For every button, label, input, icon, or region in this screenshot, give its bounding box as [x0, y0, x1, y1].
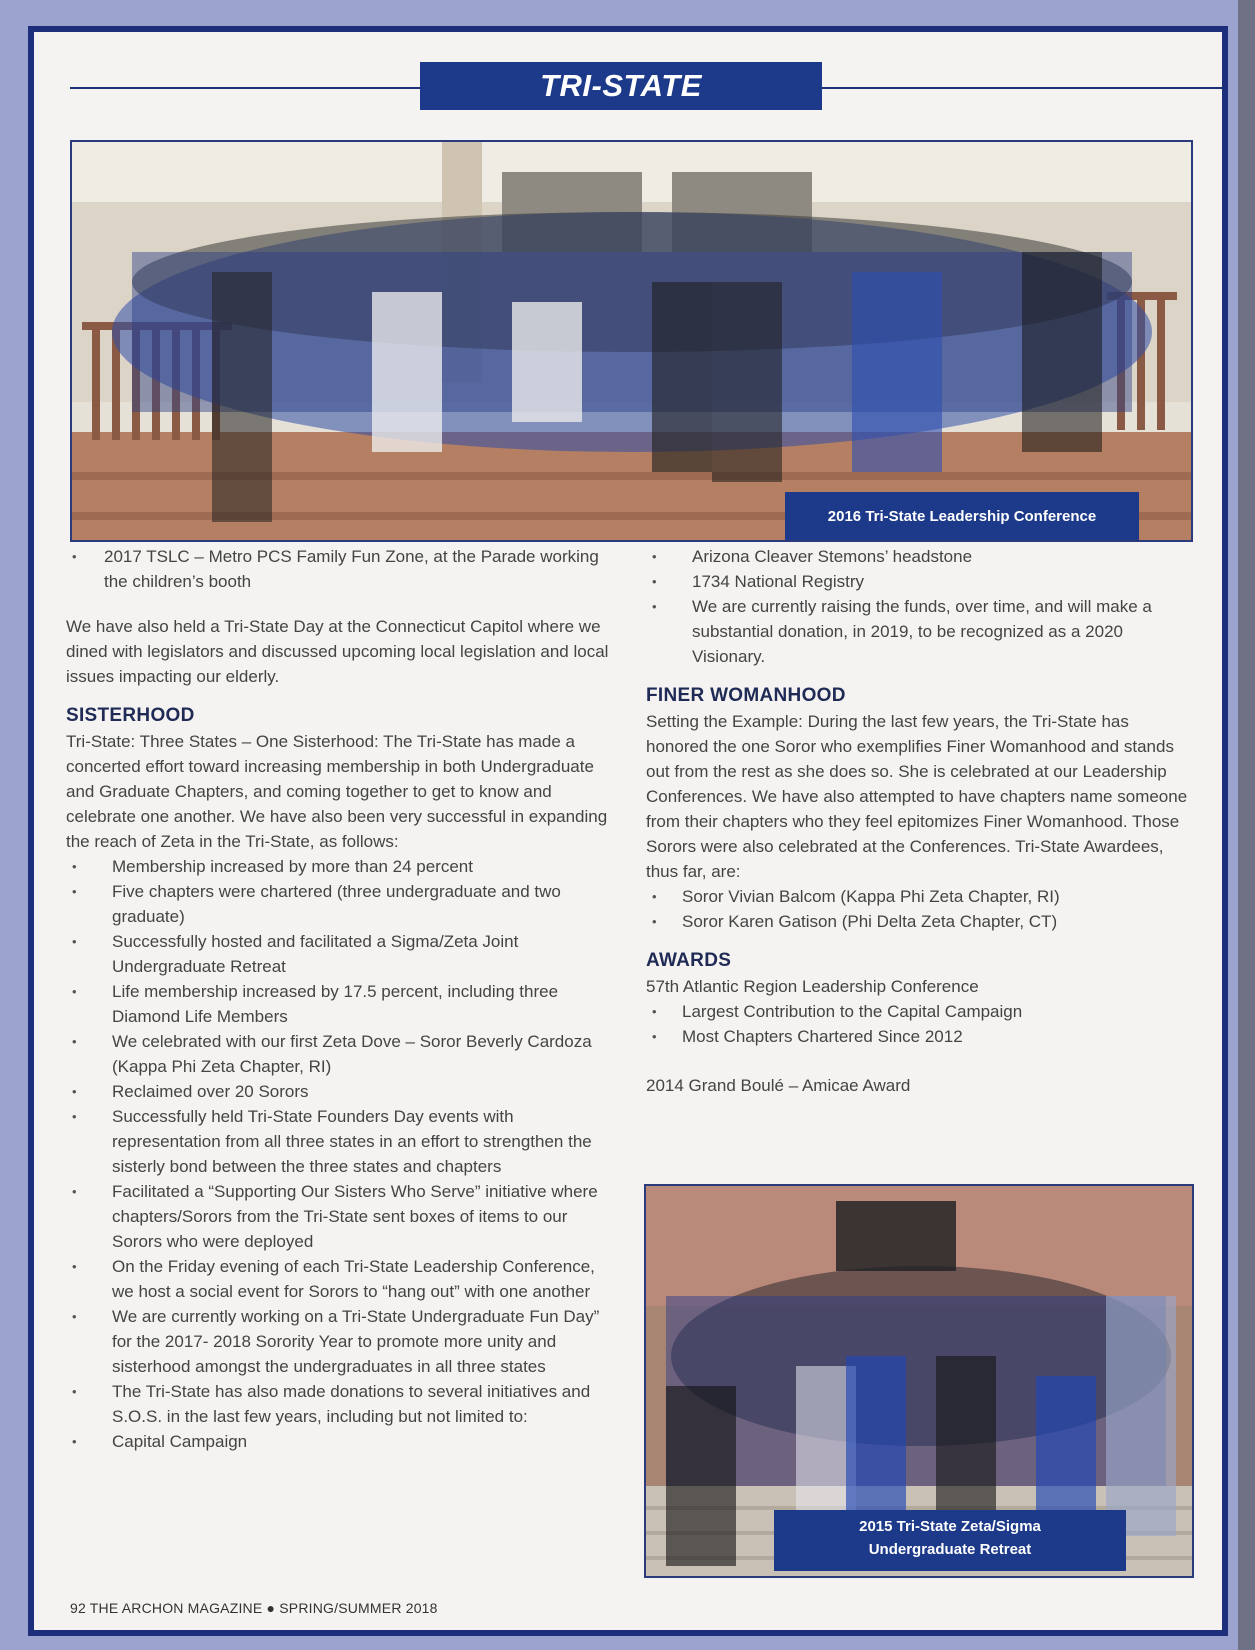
list-item: • Life membership increased by 17.5 percent, including three Diamond Life Members [66, 979, 620, 1029]
list-item: • Most Chapters Chartered Since 2012 [646, 1024, 1194, 1049]
list-item: • Soror Vivian Balcom (Kappa Phi Zeta Chapter, RI) [646, 884, 1194, 909]
list-item: • Capital Campaign [66, 1429, 620, 1454]
list-item: • 2017 TSLC – Metro PCS Family Fun Zone, at the Parade working the children’s booth [66, 544, 620, 594]
list-item: • Reclaimed over 20 Sorors [66, 1079, 620, 1104]
page-footer: 92 THE ARCHON MAGAZINE ● SPRING/SUMMER 2018 [70, 1600, 438, 1616]
list-item: • Successfully hosted and facilitated a Sigma/Zeta Joint Undergraduate Retreat [66, 929, 620, 979]
list-item: • We celebrated with our first Zeta Dove – Soror Beverly Cardoza (Kappa Phi Zeta Chapter, RI) [66, 1029, 620, 1079]
donation-bullet-list [646, 544, 1194, 669]
header-rule-right [822, 87, 1225, 89]
header-rule-left [70, 87, 422, 89]
group-photo-2015 [644, 1184, 1194, 1578]
list-item: • We are currently working on a Tri-State Undergraduate Fun Day” for the 2017- 2018 Sorority Year to promote more unity and sisterhood amongst the undergraduates in all three states [66, 1304, 620, 1379]
awardees-list [646, 884, 1194, 934]
right-column [646, 544, 1194, 1113]
list-item: • On the Friday evening of each Tri-State Leadership Conference, we host a social event for Sorors to “hang out” with one another [66, 1254, 620, 1304]
group-photo-2016-image [72, 142, 1193, 542]
left-column [66, 544, 620, 1462]
page-spine [1238, 0, 1255, 1650]
sisterhood-paragraph: Tri-State: Three States – One Sisterhood: The Tri-State has made a concerted effort toward increasing membership in both Undergraduate and Graduate Chapters, and coming together to get to know and celebrate one another. We have also been very successful in expanding the reach of Zeta in the Tri-State, as follows: [66, 732, 608, 851]
capitol-paragraph: We have also held a Tri-State Day at the Connecticut Capitol where we dined with legislators and discussed upcoming local legislation and local issues impacting our elderly. [66, 617, 609, 686]
sisterhood-bullet-list [66, 854, 620, 1454]
sisterhood-heading: SISTERHOOD [66, 705, 195, 726]
awards-heading: AWARDS [646, 950, 732, 971]
list-item: • Soror Karen Gatison (Phi Delta Zeta Chapter, CT) [646, 909, 1194, 934]
list-item: • The Tri-State has also made donations to several initiatives and S.O.S. in the last few years, including but not limited to: [66, 1379, 620, 1429]
list-item: • Membership increased by more than 24 percent [66, 854, 620, 879]
boule-award-line: 2014 Grand Boulé – Amicae Award [646, 1076, 911, 1095]
list-item: • Facilitated a “Supporting Our Sisters Who Serve” initiative where chapters/Sorors from the Tri-State sent boxes of items to our Sorors who were deployed [66, 1179, 620, 1254]
list-item: • Largest Contribution to the Capital Campaign [646, 999, 1194, 1024]
list-item: • Arizona Cleaver Stemons’ headstone [646, 544, 1194, 569]
list-item: • 1734 National Registry [646, 569, 1194, 594]
list-item: • Successfully held Tri-State Founders Day events with representation from all three states in an effort to strengthen the sisterly bond between the three states and chapters [66, 1104, 620, 1179]
caption-line-2: Undergraduate Retreat [868, 1541, 1032, 1558]
group-photo-2016 [70, 140, 1193, 542]
photo-caption-2015 [774, 1510, 1126, 1571]
top-bullet-list [66, 544, 620, 594]
list-item: • We are currently raising the funds, over time, and will make a substantial donation, in 2019, to be recognized as a 2020 Visionary. [646, 594, 1194, 669]
section-title: TRI-STATE [420, 62, 822, 110]
magazine-page [28, 26, 1228, 1636]
finer-womanhood-heading: FINER WOMANHOOD [646, 685, 846, 706]
awards-list [646, 999, 1194, 1049]
finer-womanhood-paragraph: Setting the Example: During the last few years, the Tri-State has honored the one Soror who exemplifies Finer Womanhood and stands out from the rest as she does so. She is celebrated at our Leadership Conferences. We have also attempted to have chapters name someone from their chapters who they feel epitomizes Finer Womanhood. Those Sorors were also celebrated at the Conferences. Tri-State Awardees, thus far, are: [646, 712, 1188, 881]
awards-intro: 57th Atlantic Region Leadership Conference [646, 977, 979, 996]
list-item: • Five chapters were chartered (three undergraduate and two graduate) [66, 879, 620, 929]
caption-line-1: 2015 Tri-State Zeta/Sigma [859, 1518, 1041, 1535]
photo-caption-2016: 2016 Tri-State Leadership Conference [785, 492, 1139, 542]
